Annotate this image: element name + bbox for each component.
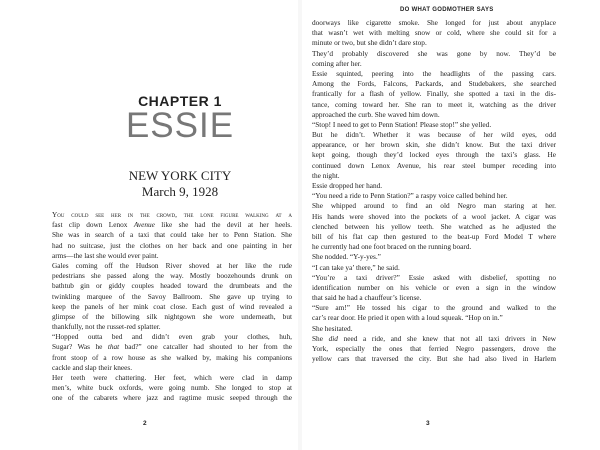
text-line: car’s rear door. He pried it open with a loud squeak. “Hop on in.” xyxy=(312,313,503,323)
text-line: She did need a ride, and she knew that not all taxi drivers in New xyxy=(312,333,556,343)
emphasis: did xyxy=(328,333,338,343)
left-body-text xyxy=(52,210,292,404)
text-line: Sugar? Was he that bad?” one catcaller had shouted to her from the xyxy=(52,342,293,352)
text-line: appearance, or her brown skin, she didn’t know. But the taxi driver xyxy=(312,140,556,150)
page-number-right: 3 xyxy=(426,420,430,427)
text-line: bathtub gin or giddy couples headed toward the drumbeats and the xyxy=(52,281,292,291)
text-line: “Sure am!” He tossed his cigar to the ground and walked to the xyxy=(312,303,556,313)
text-line: She whipped around to find an old Negro man staring at her. xyxy=(312,201,556,211)
text-line: Her teeth were chattering. Her feet, which were clad in damp xyxy=(52,373,292,382)
text-line: York, especially the ones that ferried Negro passengers, drove the xyxy=(312,344,556,353)
text-line: “Stop! I need to get to Penn Station! Please stop!” she yelled. xyxy=(312,119,492,129)
text-line: Essie dropped her hand. xyxy=(312,181,383,190)
text-line: tance, coming toward her. She ran to meet it, watching as the driver xyxy=(312,99,556,109)
text-line: She hesitated. xyxy=(312,323,353,333)
text-line: glimpse of the billowing silk nightgown she wore underneath, but xyxy=(52,311,292,321)
text-line: fast clip down Lenox Avenue like she had the devil at her heels. xyxy=(52,220,292,230)
text-line: approached the curb. She waved him down. xyxy=(312,109,440,119)
text-line: continued down Lenox Avenue, his rear steel bumper receding into xyxy=(312,160,556,170)
chapter-place: NEW YORK CITY xyxy=(128,168,232,183)
chapter-title: ESSIE xyxy=(125,106,235,145)
opening-line: You could see her in the crowd, the lone figure walking at a xyxy=(52,210,292,219)
text-line: “You need a ride to Penn Station?” a raspy voice called behind her. xyxy=(312,191,508,201)
emphasis: Avenue xyxy=(133,220,155,230)
text-line: clenched between his yellow teeth. She watched as he adjusted the xyxy=(312,221,556,231)
text-line: kept going, though they’d locked eyes through the taxi’s glass. He xyxy=(312,150,556,160)
text-line: She was in search of a taxi that could take her to Penn Station. She xyxy=(52,230,292,240)
text-line: thankfully, not the russet-red splatter. xyxy=(52,322,161,332)
emphasis: that xyxy=(107,342,120,352)
text-line: had no suitcase, just the clothes on her back and one painting in her xyxy=(52,240,292,250)
text-line: She nodded. “Y-y-yes.” xyxy=(312,252,381,262)
text-line: bill of his flat cap then gestured to the beat-up Ford Model T where xyxy=(312,231,556,241)
chapter-label: CHAPTER 1 xyxy=(138,93,222,109)
running-head: DO WHAT GODMOTHER SAYS xyxy=(400,7,494,13)
text-line: twinkling marquee of the Savoy Ballroom. She gave up trying to xyxy=(52,291,292,301)
text-line: men’s, white buck oxfords, were going numb. She longed to stop at xyxy=(52,383,292,393)
text-line: “Hopped outta bed and didn’t even grab your clothes, huh, xyxy=(52,332,292,342)
text-line: They’d probably discovered she was gone by now. They’d be xyxy=(312,48,556,58)
text-line: minute or two, but she didn’t dare stop. xyxy=(312,38,427,48)
text-line: arms—the last she would ever paint. xyxy=(52,250,159,260)
text-line: keep the panels of her mink coat close. Each gust of wind revealed a xyxy=(52,301,292,311)
text-line: that wasn’t wet with melting snow or cold, where she could sit for a xyxy=(312,28,556,38)
text-line: frantically for a flash of yellow. Finally, she spotted a taxi in the dis- xyxy=(312,89,556,99)
text-line: that said he had a chauffeur’s license. xyxy=(312,293,422,303)
text-line: doorways like cigarette smoke. She longed for just about anyplace xyxy=(312,18,556,27)
text-line: coming after her. xyxy=(312,58,362,68)
text-line: front stoop of a row house as she walked by, making his companions xyxy=(52,352,292,362)
text-line: yellow cars that traversed the city. But she had also lived in Harlem xyxy=(312,354,556,364)
text-line: cackle and slap their knees. xyxy=(52,362,133,372)
text-line: Gales coming off the Hudson River shoved at her like the rude xyxy=(52,260,292,270)
page-number-left: 2 xyxy=(143,420,147,427)
text-line: Among the Fords, Falcons, Packards, and Studebakers, she searched xyxy=(312,79,556,89)
text-line: “I can take ya’ there,” he said. xyxy=(312,262,400,272)
text-line: one of the cabarets where jazz and ragtime music seeped through the xyxy=(52,393,292,403)
text-line: he currently had one foot braced on the running board. xyxy=(312,242,472,252)
right-body-text xyxy=(312,18,556,364)
chapter-date: March 9, 1928 xyxy=(141,184,219,199)
text-line: pedestrians she passed along the way. Mostly boozehounds drunk on xyxy=(52,271,292,281)
text-line: His hands were shoved into the pockets of a wool jacket. A cigar was xyxy=(312,211,556,221)
gutter xyxy=(298,0,302,450)
text-line: Essie squinted, peering into the headlights of the passing cars. xyxy=(312,68,556,78)
text-line: identification number on his vehicle or even a sign in the window xyxy=(312,282,556,292)
text-line: “You’re a taxi driver?” Essie asked with disbelief, spotting no xyxy=(312,272,556,282)
text-line: But he didn’t. Whether it was because of her wild eyes, odd xyxy=(312,130,556,140)
text-line: the night. xyxy=(312,170,340,180)
